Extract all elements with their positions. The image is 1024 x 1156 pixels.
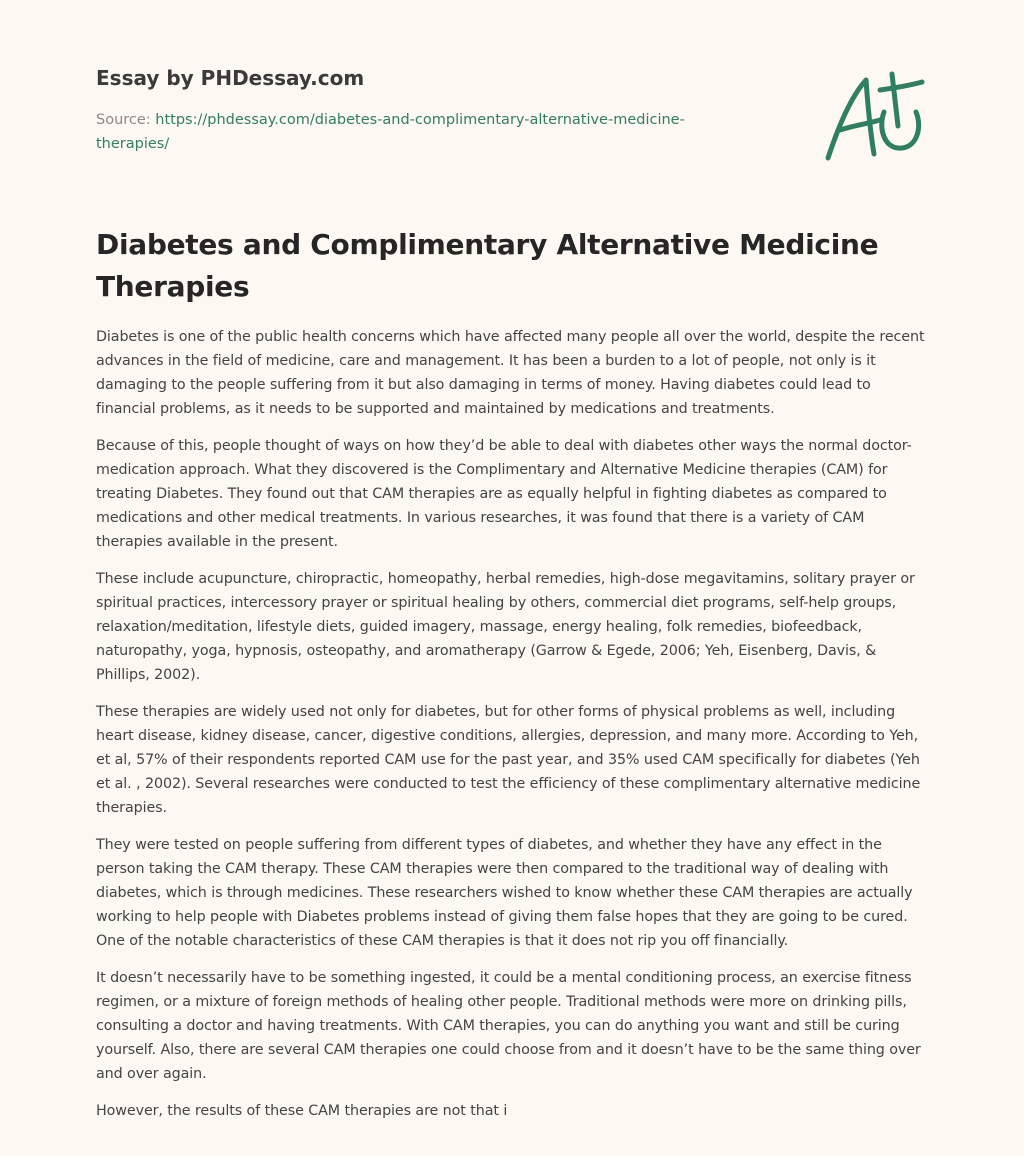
essay-title: Diabetes and Complimentary Alternative Medicine Therapies <box>96 228 879 303</box>
site-brand: Essay by PHDessay.com <box>96 66 365 90</box>
source-label: Source: <box>96 112 156 128</box>
source-link[interactable]: https://phdessay.com/diabetes-and-complimentary-alternative-medicine-therapies/ <box>96 112 685 152</box>
essay-body <box>96 325 928 1136</box>
essay-paragraph: They were tested on people suffering from different types of diabetes, and whether they have any effect in the person taking the CAM therapy. These CAM therapies were then compared to the traditional way of dealing with diabetes, which is through medicines. These researchers wished to know whether these CAM therapies are actually working to help people with Diabetes problems instead of giving them false hopes that they are going to be cured. One of the notable characteristics of these CAM therapies is that it does not rip you off financially. <box>96 837 913 949</box>
essay-paragraph: Diabetes is one of the public health concerns which have affected many people all over the world, despite the recent advances in the field of medicine, care and management. It has been a burden to a lot of people, not only is it damaging to the people suffering from it but also damaging in terms of money. Having diabetes could lead to financial problems, as it needs to be supported and maintained by medications and treatments. <box>96 329 925 417</box>
essay-paragraph: These therapies are widely used not only for diabetes, but for other forms of physical problems as well, including heart disease, kidney disease, cancer, digestive conditions, allergies, depression, and many more. According to Yeh, et al, 57% of their respondents reported CAM use for the past year, and 35% used CAM specifically for diabetes (Yeh et al. , 2002). Several researches were conducted to test the efficiency of these complimentary alternative medicine therapies. <box>96 704 921 816</box>
essay-paragraph: It doesn’t necessarily have to be something ingested, it could be a mental conditioning process, an exercise fitness regimen, or a mixture of foreign methods of healing other people. Traditional methods were more on drinking pills, consulting a doctor and having treatments. With CAM therapies, you can do anything you want and still be curing yourself. Also, there are several CAM therapies one could choose from and it doesn’t have to be the same thing over and over again. <box>96 970 921 1082</box>
source-line <box>96 108 736 156</box>
essay-paragraph: Because of this, people thought of ways on how they’d be able to deal with diabetes other ways the normal doctor-medication approach. What they discovered is the Complimentary and Alternative Medicine therapies (CAM) for treating Diabetes. They found out that CAM therapies are as equally helpful in fighting diabetes as compared to medications and other medical treatments. In various researches, it was found that there is a variety of CAM therapies available in the present. <box>96 438 912 550</box>
essay-paragraph: These include acupuncture, chiropractic, homeopathy, herbal remedies, high-dose megavitamins, solitary prayer or spiritual practices, intercessory prayer or spiritual healing by others, commercial diet programs, self-help groups, relaxation/meditation, lifestyle diets, guided imagery, massage, energy healing, folk remedies, biofeedback, naturopathy, yoga, hypnosis, osteopathy, and aromatherapy (Garrow & Egede, 2006; Yeh, Eisenberg, Davis, & Phillips, 2002). <box>96 571 915 683</box>
a-plus-logo-icon <box>818 68 930 168</box>
essay-paragraph: However, the results of these CAM therapies are not that i <box>96 1103 508 1119</box>
page-header <box>96 62 736 156</box>
